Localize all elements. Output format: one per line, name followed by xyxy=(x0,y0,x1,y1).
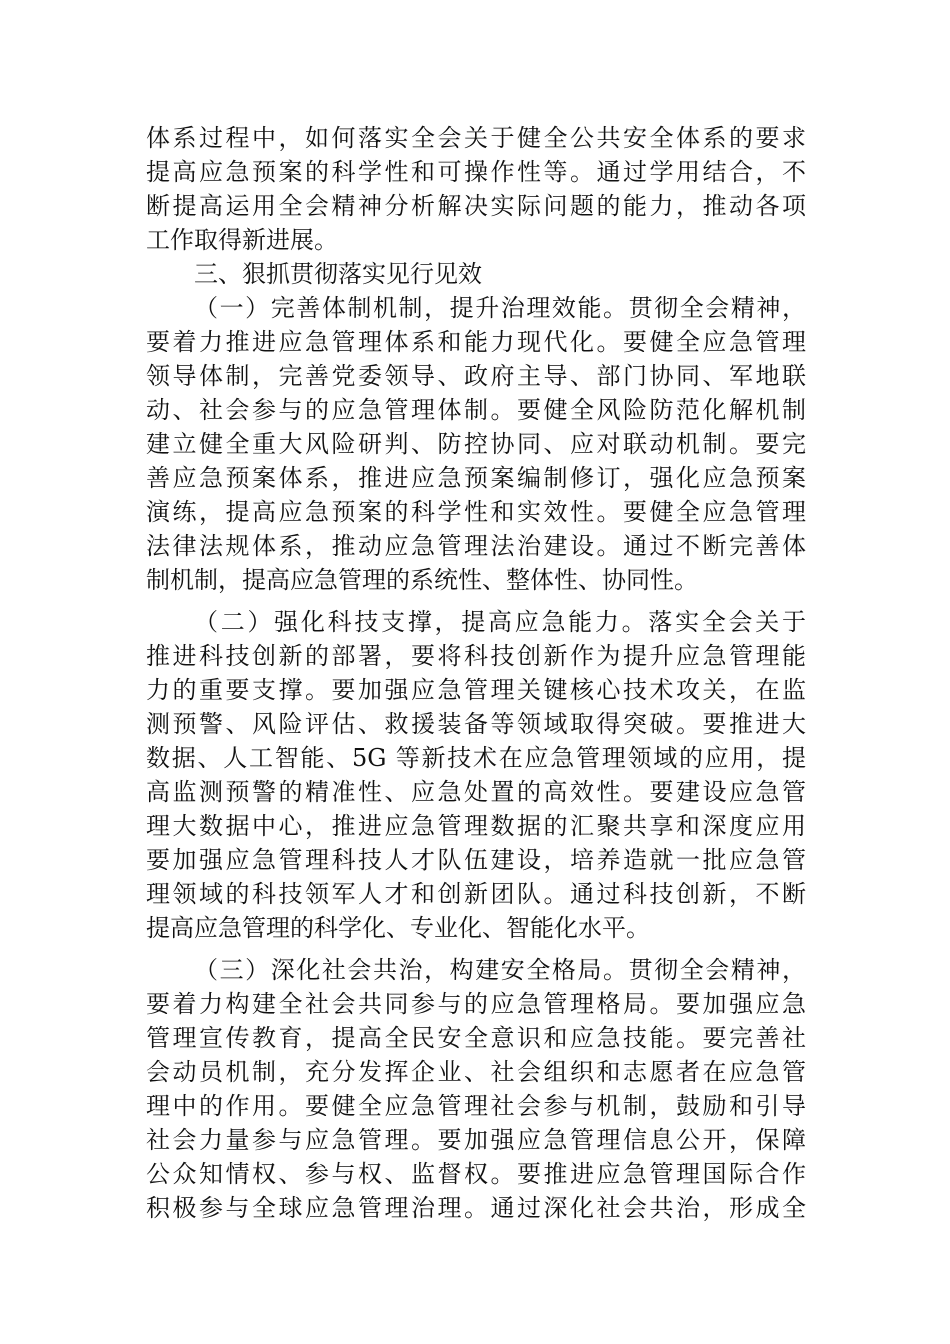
text-line: 制机制，提高应急管理的系统性、整体性、协同性。 xyxy=(146,566,698,594)
text-line: 要着力构建全社会共同参与的应急管理格局。要加强应急 xyxy=(146,990,806,1018)
section-heading: 三、狠抓贯彻落实见行见效 xyxy=(194,260,482,288)
text-line: 公众知情权、参与权、监督权。要推进应急管理国际合作 xyxy=(146,1160,806,1188)
text-line: 提高应急管理的科学化、专业化、智能化水平。 xyxy=(146,914,650,942)
text-line: 社会力量参与应急管理。要加强应急管理信息公开，保障 xyxy=(146,1126,806,1154)
text-line: 会动员机制，充分发挥企业、社会组织和志愿者在应急管 xyxy=(146,1058,806,1086)
text-line: 法律法规体系，推动应急管理法治建设。通过不断完善体 xyxy=(146,532,806,560)
text-line: 动、社会参与的应急管理体制。要健全风险防范化解机制 xyxy=(146,396,806,424)
text-line: 断提高运用全会精神分析解决实际问题的能力，推动各项 xyxy=(146,192,806,220)
text-line: 力的重要支撑。要加强应急管理关键核心技术攻关，在监 xyxy=(146,676,806,704)
text-line: 领导体制，完善党委领导、政府主导、部门协同、军地联 xyxy=(146,362,806,390)
text-line: 数据、人工智能、5G 等新技术在应急管理领域的应用，提 xyxy=(146,744,806,772)
paragraph-first-line: （二）强化科技支撑，提高应急能力。落实全会关于 xyxy=(194,608,806,636)
text-line: 管理宣传教育，提高全民安全意识和应急技能。要完善社 xyxy=(146,1024,806,1052)
text-line: 建立健全重大风险研判、防控协同、应对联动机制。要完 xyxy=(146,430,806,458)
text-line: 提高应急预案的科学性和可操作性等。通过学用结合，不 xyxy=(146,158,806,186)
text-line: 要加强应急管理科技人才队伍建设，培养造就一批应急管 xyxy=(146,846,806,874)
text-line: 推进科技创新的部署，要将科技创新作为提升应急管理能 xyxy=(146,642,806,670)
paragraph-first-line: （三）深化社会共治，构建安全格局。贯彻全会精神， xyxy=(194,956,806,984)
text-line: 积极参与全球应急管理治理。通过深化社会共治，形成全 xyxy=(146,1194,806,1222)
text-line: 理中的作用。要健全应急管理社会参与机制，鼓励和引导 xyxy=(146,1092,806,1120)
text-line: 体系过程中，如何落实全会关于健全公共安全体系的要求 xyxy=(146,124,806,152)
text-line: 善应急预案体系，推进应急预案编制修订，强化应急预案 xyxy=(146,464,806,492)
text-line: 要着力推进应急管理体系和能力现代化。要健全应急管理 xyxy=(146,328,806,356)
text-line: 工作取得新进展。 xyxy=(146,226,338,254)
text-line: 测预警、风险评估、救援装备等领域取得突破。要推进大 xyxy=(146,710,806,738)
text-line: 理领域的科技领军人才和创新团队。通过科技创新，不断 xyxy=(146,880,806,908)
text-line: 理大数据中心，推进应急管理数据的汇聚共享和深度应用 xyxy=(146,812,806,840)
paragraph-first-line: （一）完善体制机制，提升治理效能。贯彻全会精神， xyxy=(194,294,806,322)
text-line: 高监测预警的精准性、应急处置的高效性。要建设应急管 xyxy=(146,778,806,806)
text-line: 演练，提高应急预案的科学性和实效性。要健全应急管理 xyxy=(146,498,806,526)
